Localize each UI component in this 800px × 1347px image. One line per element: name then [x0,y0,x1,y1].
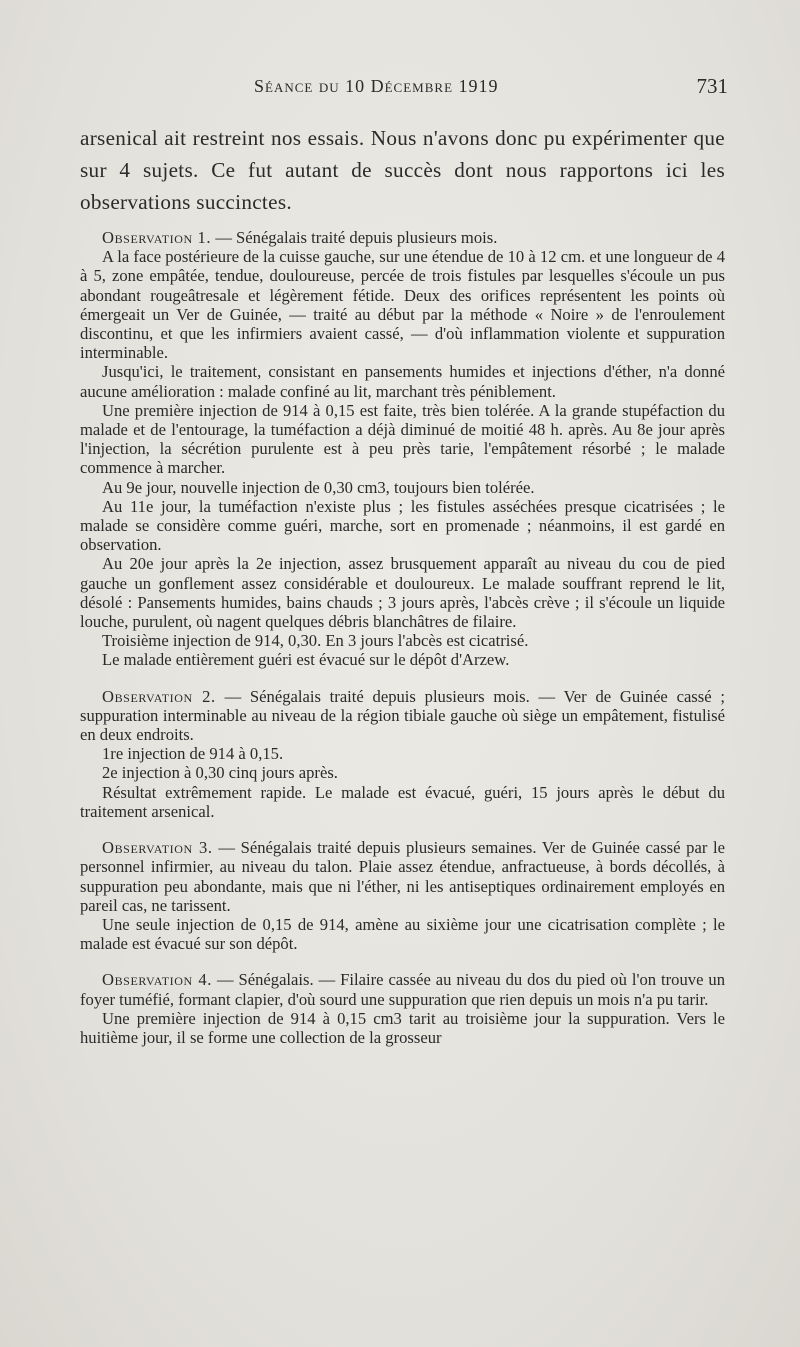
observation-label: Observation 4. [102,970,212,990]
observation-3-heading: Observation 3. — Sénégalais traité depuis plusieurs semaines. Ver de Guinée cassé par le personnel infirmier, au niveau du talon. Plaie assez étendue, anfractueuse, à bords décollés, à suppuration peu abondante, mais que ni l'éther, ni les antiseptiques ordinairement employés en pareil cas, ne tarissent. [80,838,725,915]
paragraph: Résultat extrêmement rapide. Le malade est évacué, guéri, 15 jours après le début du traitement arsenical. [80,782,725,821]
observations-body [80,228,725,1047]
paragraph: Troisième injection de 914, 0,30. En 3 jours l'abcès est cicatrisé. [102,631,529,651]
paragraph: Au 11e jour, la tuméfaction n'existe plus ; les fistules asséchées presque cicatrisées ; le malade se considère comme guéri, marche, sort en promenade ; néanmoins, il est gardé en observation. [80,496,725,555]
observation-label: Observation 3. [102,838,213,858]
paragraph: Une seule injection de 0,15 de 914, amène au sixième jour une cicatrisation complète ; le malade est évacué sur son dépôt. [80,914,725,954]
paragraph: Jusqu'ici, le traitement, consistant en pansements humides et injections d'éther, n'a donné aucune amélioration : malade confiné au lit, marchant très péniblement. [80,362,725,401]
observation-2-heading: Observation 2. — Sénégalais traité depuis plusieurs mois. — Ver de Guinée cassé ; suppuration interminable au niveau de la région tibiale gauche où siège un empâtement, fistulisé en deux endroits. [80,686,725,745]
running-header [78,76,728,106]
observation-1-heading: Observation 1. — Sénégalais traité depuis plusieurs mois. [102,228,498,247]
paragraph: Le malade entièrement guéri est évacué sur le dépôt d'Arzew. [102,650,510,670]
paragraph: Une première injection de 914 à 0,15 est faite, très bien tolérée. A la grande stupéfaction du malade et de l'entourage, la tuméfaction a déjà diminué de moitié 48 h. après. Au 8e jour après l'injection, la sécrétion purulente est à peu près tarie, l'empâtement résorbé ; le malade commence à marcher. [80,400,725,478]
paragraph: Au 9e jour, nouvelle injection de 0,30 cm3, toujours bien tolérée. [102,477,535,497]
paragraph: 2e injection à 0,30 cinq jours après. [102,763,338,783]
paragraph: Au 20e jour après la 2e injection, assez brusquement apparaît au niveau du cou de pied gauche un gonflement assez considérable et douloureux. Le malade souffrant reprend le lit, désolé : Pansements humides, bains chauds ; 3 jours après, l'abcès crève ; il s'écoule un liquide louche, purulent, où nagent quelques débris blanchâtres de filaire. [80,554,725,632]
page-number: 731 [696,74,728,98]
observation-4-heading: Observation 4. — Sénégalais. — Filaire cassée au niveau du dos du pied où l'on trouve un foyer tuméfié, formant clapier, d'où sourd une suppuration que rien depuis un mois n'a pu tarir. [80,970,725,1009]
paragraph: A la face postérieure de la cuisse gauche, sur une étendue de 10 à 12 cm. et une longueur de 4 à 5, zone empâtée, tendue, douloureuse, percée de trois fistules par lesquelles s'écoule un pus abondant rougeâtresale et légèrement fétide. Deux des orifices représentent les points où émergeait un Ver de Guinée, — traité au début par la méthode « Noire » de l'enroulement discontinu, et que les infirmiers avaient cassé, — d'où inflammation violente et suppuration interminable. [80,247,725,363]
section-gap [80,953,725,970]
paragraph: Une première injection de 914 à 0,15 cm3 tarit au troisième jour la suppuration. Vers le huitième jour, il se forme une collection de la grosseur [80,1008,725,1047]
section-gap [80,821,725,838]
intro-paragraph: arsenical ait restreint nos essais. Nous n'avons donc pu expérimenter que sur 4 sujets. Ce fut autant de succès dont nous rapportons ici les observations succinctes. [80,126,725,214]
header-title: Séance du 10 Décembre 1919 [254,76,499,96]
paragraph: 1re injection de 914 à 0,15. [102,744,284,764]
observation-label: Observation 2. [102,686,216,706]
section-gap [80,670,725,687]
observation-label: Observation 1. [102,228,212,247]
